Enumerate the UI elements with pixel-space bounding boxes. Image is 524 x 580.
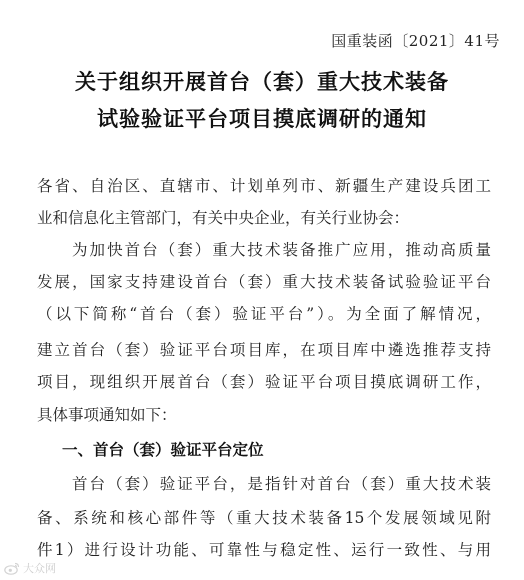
document-title-line-2: 试验验证平台项目摸底调研的通知 <box>97 106 427 131</box>
weibo-logo-icon <box>4 562 20 575</box>
paragraph-1-line-6: 具体事项通知如下： <box>37 406 177 424</box>
section-1-heading: 一、首台（套）验证平台定位 <box>62 441 264 459</box>
watermark <box>4 560 56 576</box>
paragraph-2-line-2: 备、系统和核心部件等（重大技术装备15个发展领域见附 <box>37 509 491 527</box>
paragraph-2-line-3: 件1）进行设计功能、可靠性与稳定性、运行一致性、与用 <box>37 541 491 559</box>
paragraph-2-line-1: 首台（套）验证平台，是指针对首台（套）重大技术装 <box>72 475 491 493</box>
paragraph-1-line-3: （以下简称“首台（套）验证平台”）。为全面了解情况， <box>37 305 491 323</box>
document-number: 国重装函〔2021〕41号 <box>331 32 500 50</box>
paragraph-1-line-4: 建立首台（套）验证平台项目库，在项目库中遴选推荐支持 <box>37 341 491 359</box>
document-title-line-1: 关于组织开展首台（套）重大技术装备 <box>75 69 449 94</box>
addressee-line-2: 业和信息化主管部门，有关中央企业，有关行业协会： <box>37 209 410 227</box>
paragraph-1-line-1: 为加快首台（套）重大技术装备推广应用，推动高质量 <box>72 241 491 259</box>
paragraph-1-line-2: 发展，国家支持建设首台（套）重大技术装备试验验证平台 <box>37 273 491 291</box>
watermark-text: 大众网 <box>23 562 56 575</box>
addressee-line-1: 各省、自治区、直辖市、计划单列市、新疆生产建设兵团工 <box>37 177 491 195</box>
paragraph-1-line-5: 项目，现组织开展首台（套）验证平台项目摸底调研工作， <box>37 373 491 391</box>
